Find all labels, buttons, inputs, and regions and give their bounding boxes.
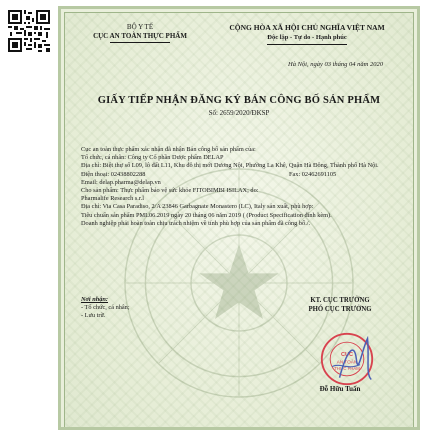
fax-line: Fax: 02462691105	[289, 170, 337, 178]
product-line: Cho sản phẩm: Thực phẩm bảo vệ sức khỏe FITOBIMBI ISILAX; do:	[81, 187, 259, 195]
header-rule	[110, 42, 170, 43]
responsibility-line: Doanh nghiệp phải hoàn toàn chịu trách nhiệm về tính phù hợp của sản phẩm đã công bố./.	[81, 219, 311, 227]
contact-row	[81, 171, 399, 179]
qr-code	[8, 10, 50, 52]
document-number: Số: 2659/2020/ĐKSP	[208, 109, 270, 117]
recipient-item: - Tổ chức, cá nhân;	[81, 304, 130, 311]
phone-line: Điện thoại: 02438802288	[81, 170, 146, 178]
signer-role-1: KT. CỤC TRƯỞNG	[310, 297, 370, 304]
issuer-header	[75, 23, 205, 43]
issue-date: Hà Nội, ngày 03 tháng 04 năm 2020	[288, 61, 383, 68]
manufacturer-address-line: Địa chỉ: Via Casa Paradiso, 2/A 23846 Garbagnate Monastero (LC), Italy sản xuất, phù hợp:	[81, 203, 314, 211]
address-line: Địa chỉ: Biệt thự số L09, lô đất L11, Khu đô thị mới Dương Nội, Phường La Khê, Quận Hà Đông, Thành phố Hà Nội.	[81, 162, 379, 170]
svg-text:AN TOÀN: AN TOÀN	[336, 359, 358, 365]
manufacturer-line: Pharmalife Research s.r.l	[81, 195, 144, 203]
signer-name: Đỗ Hữu Tuấn	[319, 385, 361, 393]
signature-block	[270, 297, 410, 314]
intro-line: Cục an toàn thực phẩm xác nhận đã nhận Bản công bố sản phẩm của:	[81, 146, 256, 153]
svg-text:THỰC PHẨM: THỰC PHẨM	[334, 366, 360, 372]
signer-role-2: PHÓ CỤC TRƯỞNG	[308, 305, 372, 313]
organization-line: Tổ chức, cá nhân: Công ty Cổ phần Dược phẩm DELAP	[81, 154, 224, 162]
recipients	[81, 296, 130, 320]
email-line: Email: delap.pharma@delap.vn	[81, 178, 161, 186]
svg-text:CỤC: CỤC	[340, 352, 354, 359]
recipients-heading: Nơi nhận:	[81, 296, 109, 303]
agency-name: CỤC AN TOÀN THỰC PHẨM	[93, 32, 187, 40]
national-motto: Độc lập - Tự do - Hạnh phúc	[267, 34, 347, 41]
standard-line: Tiêu chuẩn sản phẩm PML06.2019 ngày 20 tháng 06 năm 2019 ( (Product Specification đính kèm).	[81, 211, 332, 219]
certificate-frame	[64, 12, 414, 430]
certificate	[58, 6, 420, 430]
motto-rule	[267, 44, 347, 45]
country-name: CỘNG HÒA XÃ HỘI CHỦ NGHĨA VIỆT NAM	[229, 23, 385, 32]
recipient-item: - Lưu trữ.	[81, 312, 106, 319]
document-title: GIẤY TIẾP NHẬN ĐĂNG KÝ BẢN CÔNG BỐ SẢN PHẨM	[97, 95, 381, 106]
national-header	[207, 23, 407, 45]
ministry-name: BỘ Y TẾ	[126, 23, 154, 31]
official-stamp-icon	[319, 331, 375, 387]
certificate-body	[81, 146, 399, 228]
